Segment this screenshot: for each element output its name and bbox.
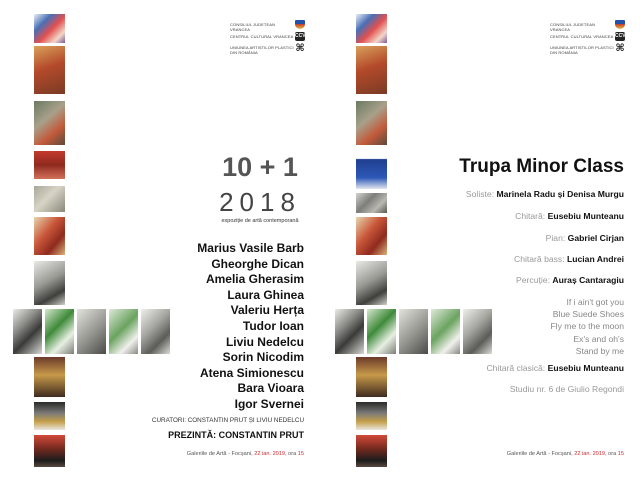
venue-name: Galeriile de Artă - Focșani, — [186, 451, 255, 457]
institution-label: CONSILIUL JUDEȚEAN VRANCEA — [550, 22, 595, 32]
artwork-thumbnail — [141, 309, 170, 354]
role-line — [515, 211, 624, 221]
artwork-thumbnail — [356, 151, 387, 189]
artwork-thumbnail — [34, 357, 65, 397]
role-value: Lucian Andrei — [567, 254, 624, 264]
artwork-thumbnail — [431, 309, 460, 354]
role-label: Chitară bass: — [513, 254, 568, 264]
institution-label: UNIUNEA ARTIȘTILOR PLASTICI DIN ROMÂNIA — [550, 45, 614, 55]
artist-name: Laura Ghinea — [227, 287, 304, 302]
artist-name: Bara Vioara — [237, 381, 304, 396]
venue-time: 15 — [297, 451, 304, 457]
poster-right-page — [322, 0, 640, 480]
artwork-thumbnail — [356, 357, 387, 397]
song-list — [550, 296, 624, 357]
band-name: Trupa Minor Class — [459, 156, 624, 177]
etude-line: Studiu nr. 6 de Giulio Regondi — [509, 384, 624, 394]
artwork-thumbnail — [463, 309, 492, 354]
artwork-thumbnail — [335, 309, 364, 354]
role-line — [486, 363, 624, 373]
presenter-line: PREZINTĂ: CONSTANTIN PRUT — [168, 430, 304, 440]
venue-name: Galeriile de Artă - Focșani, — [506, 451, 575, 457]
role-line — [514, 254, 624, 264]
institution-label: CENTRUL CULTURAL VRANCEA — [550, 34, 614, 39]
county-shield-icon — [615, 20, 625, 29]
role-line — [546, 233, 624, 243]
uap-logo-icon: ⌘ — [295, 43, 305, 54]
venue-date: 22 ian. 2019 — [254, 451, 286, 457]
artwork-thumbnail — [356, 46, 387, 94]
county-shield-icon — [295, 20, 305, 29]
artwork-thumbnail — [45, 309, 74, 354]
artwork-thumbnail — [356, 101, 387, 145]
role-label: Pian: — [545, 233, 568, 243]
artist-name: Sorin Nicodim — [222, 350, 304, 365]
role-label: Chitară: — [515, 211, 548, 221]
institution-label: CENTRUL CULTURAL VRANCEA — [230, 34, 294, 39]
venue-line — [507, 451, 624, 457]
role-line — [466, 189, 624, 199]
curators-line: CURATORI: CONSTANTIN PRUT ȘI LIVIU NEDELCU — [151, 417, 304, 424]
artwork-thumbnail — [13, 309, 42, 354]
artwork-thumbnail — [356, 193, 387, 213]
venue-time: 15 — [617, 451, 624, 457]
song-title: If i ain't got you — [566, 297, 624, 307]
role-value: Gabriel Cirjan — [567, 233, 624, 243]
role-value: Eusebiu Munteanu — [547, 211, 624, 221]
artwork-thumbnail — [399, 309, 428, 354]
role-value: Marinela Radu și Denisa Murgu — [496, 189, 624, 199]
artwork-thumbnail — [34, 14, 65, 43]
role-value: Eusebiu Munteanu — [547, 363, 624, 373]
artwork-thumbnail — [356, 217, 387, 255]
artwork-thumbnail — [367, 309, 396, 354]
artwork-thumbnail — [356, 14, 387, 43]
venue-separator: , ora — [285, 451, 298, 457]
artist-name: Atena Simionescu — [199, 365, 304, 380]
artist-name: Marius Vasile Barb — [197, 241, 304, 255]
role-value: Auraș Cantaragiu — [552, 275, 624, 285]
artist-name: Valeriu Herța — [230, 303, 304, 318]
institution-label: CONSILIUL JUDEȚEAN VRANCEA — [230, 22, 275, 32]
artist-name: Gheorghe Dican — [211, 256, 304, 271]
artist-list — [197, 241, 304, 413]
artwork-thumbnail — [77, 309, 106, 354]
venue-separator: , ora — [605, 451, 618, 457]
venue-line — [187, 451, 304, 457]
role-label: Percuție: — [516, 275, 553, 285]
role-line — [516, 275, 624, 285]
exhibition-title: 10 + 1 — [222, 152, 298, 182]
artwork-thumbnail — [356, 435, 387, 467]
song-title: Ex's and oh's — [573, 333, 624, 344]
cultural-center-logo-icon: CCV — [615, 33, 626, 39]
artwork-thumbnail — [34, 186, 65, 212]
artwork-thumbnail — [356, 402, 387, 430]
cultural-center-logo-icon: CCV — [295, 33, 306, 39]
artwork-thumbnail — [34, 435, 65, 467]
artist-name: Igor Svernei — [234, 396, 304, 411]
artist-name: Liviu Nedelcu — [225, 334, 304, 349]
artwork-thumbnail — [34, 101, 65, 145]
institution-label: UNIUNEA ARTIȘTILOR PLASTICI DIN ROMÂNIA — [230, 45, 294, 55]
artwork-thumbnail — [34, 46, 65, 94]
artwork-thumbnail — [356, 261, 387, 305]
role-label: Soliste: — [465, 189, 497, 199]
song-title: Blue Suede Shoes — [552, 309, 624, 320]
uap-logo-icon: ⌘ — [615, 43, 625, 54]
artwork-thumbnail — [34, 402, 65, 430]
artist-name: Amelia Gherasim — [205, 272, 304, 287]
song-title: Stand by me — [575, 345, 624, 356]
role-label: Chitară clasică: — [486, 363, 548, 373]
artist-name: Tudor Ioan — [242, 318, 304, 333]
artwork-thumbnail — [109, 309, 138, 354]
artwork-thumbnail — [34, 217, 65, 255]
exhibition-subtitle: expoziție de artă contemporană — [221, 218, 299, 224]
artwork-thumbnail — [34, 261, 65, 305]
exhibition-year: 2018 — [219, 187, 301, 217]
venue-date: 22 ian. 2019 — [574, 451, 606, 457]
song-title: Fly me to the moon — [550, 321, 624, 332]
artwork-thumbnail — [34, 151, 65, 179]
